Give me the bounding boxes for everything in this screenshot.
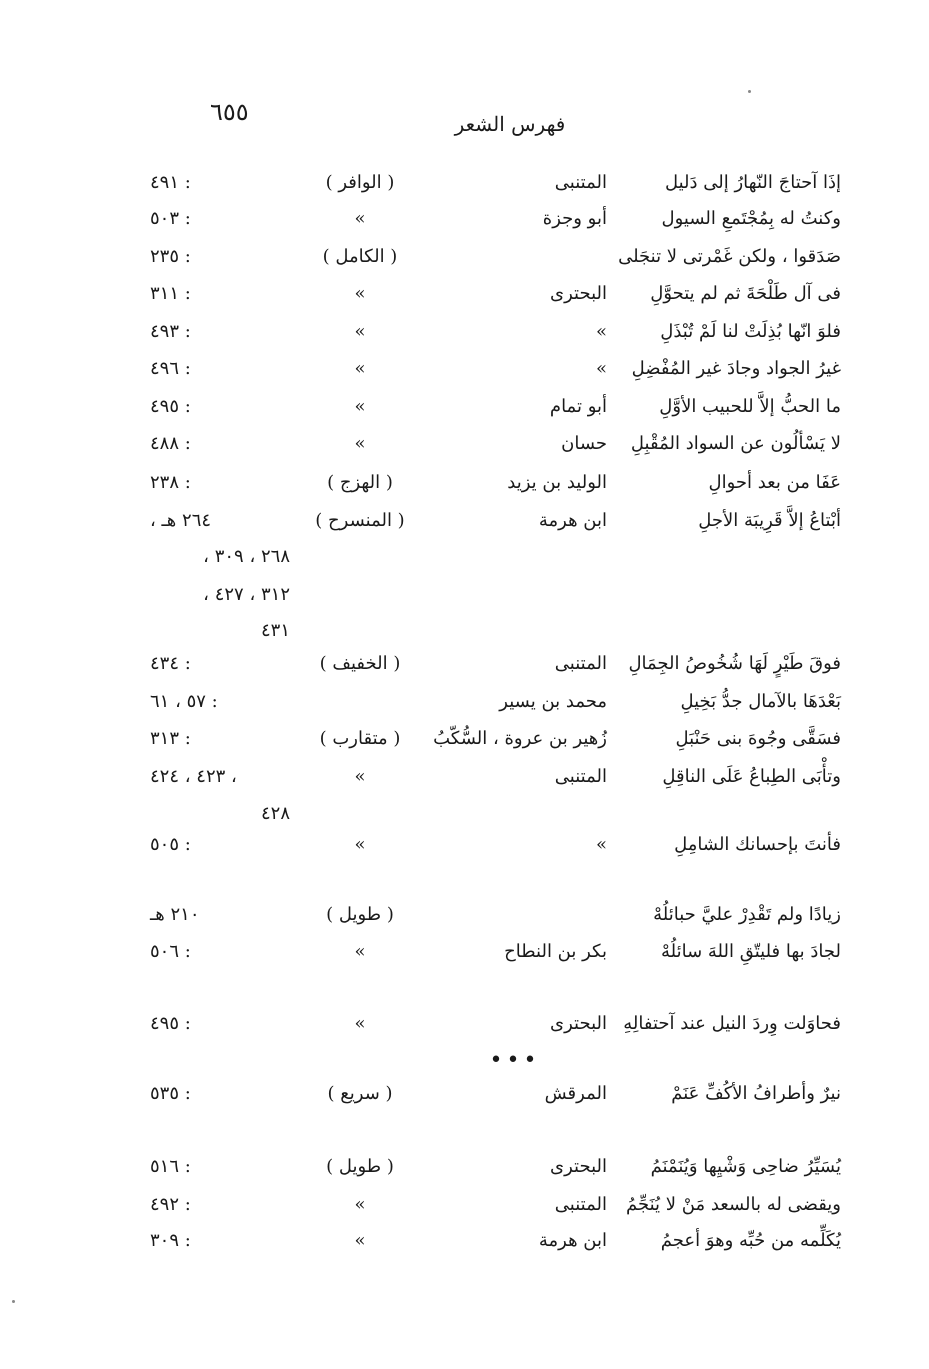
verse-text: وكنتُ له بِمُجْتَمعِ السيول [661,208,841,229]
verse-text: ما الحبُّ إلاَّ للحبيب الأوَّلِ [659,396,841,417]
page-references-continued: ٢٦٨ ، ٣٠٩ ، [203,546,290,567]
poet-name: المتنبى [554,1194,607,1215]
poet-name: » [595,358,607,379]
page-references: ٤٣٤ : [150,653,191,674]
index-entry [0,1150,929,1184]
index-entry [0,685,929,719]
page-references: ٥٠٦ : [150,941,191,962]
page-references: ٤٩١ : [150,172,191,193]
meter-name: » [354,1194,366,1215]
meter-name: » [354,208,366,229]
poet-name: محمد بن يسير [499,691,607,712]
poet-name: المرقش [544,1083,607,1104]
index-entry [0,1077,929,1111]
page-references: ٢٣٥ : [150,246,191,267]
scan-speck [12,1300,15,1303]
page-references: ٥٠٣ : [150,208,191,229]
page-references: ٥٠٥ : [150,834,191,855]
index-entry [0,828,929,862]
verse-text: زيادًا ولم تَقْدِرْ عليَّ حبائلُهْ [653,904,841,925]
poet-name: أبو وجزة [542,208,607,229]
page-references: ٤٨٨ : [150,433,191,454]
index-entry [0,352,929,386]
section-separator: ••• [489,1048,541,1073]
meter-name: ( المنسرح ) [315,510,405,531]
page-references: ٢٦٤ هـ ، [150,510,212,531]
page-references: ٥١٦ : [150,1156,191,1177]
page-number: ٦٥٥ [210,98,249,126]
verse-text: وتأْبَى الطِباعُ عَلَى الناقِلِ [662,766,841,787]
page-references-continued: ٣١٢ ، ٤٢٧ ، [203,584,290,605]
poet-name: الوليد بن يزيد [507,472,607,493]
page-references: ٥٣٥ : [150,1083,191,1104]
index-entry [0,898,929,932]
verse-text: فى آل طَلْحَةَ ثم لم يتحوَّلِ [650,283,841,304]
meter-name: ( الخفيف ) [319,653,401,674]
index-entry [0,1224,929,1258]
page-references: ٤٩٥ : [150,1013,191,1034]
meter-name: ( سريع ) [327,1083,393,1104]
poet-name: بكر بن النطاح [504,941,607,962]
verse-text: يُسَيِّرُ ضاحِى وَشْيِها وَيُنَمْنَمُ [650,1156,841,1177]
index-entry [0,166,929,200]
poet-name: المتنبى [554,766,607,787]
page-references: ٣٠٩ : [150,1230,191,1251]
page-references-continued: ٤٣١ [260,620,290,641]
page-references: ٥٧ ، ٦١ : [150,691,218,712]
index-entry [0,1007,929,1041]
poet-name: البحترى [550,1013,607,1034]
page-references: ٢١٠ هـ [150,904,200,925]
verse-text: إذَا آحتاجَ النّهارُ إلى دَليل [664,172,841,193]
verse-text: نيرٌ وأطرافُ الأكُفِّ عَنَمْ [671,1083,841,1104]
index-entry [0,427,929,461]
index-entry [0,647,929,681]
index-entry [0,277,929,311]
index-entry [0,202,929,236]
meter-name: ( طويل ) [326,904,394,925]
verse-text: لجادَ بها فليتّقِ اللهَ سائلُهْ [661,941,841,962]
poet-name: زُهير بن عروة ، السُّكّبُ [433,728,607,749]
meter-name: » [354,321,366,342]
verse-text: فحاوَلت وِردَ النيل عند آحتفالِهِ [623,1013,841,1034]
meter-name: ( الكامل ) [322,246,398,267]
verse-text: فوقَ طَيْرٍ لَهَا شُخُوصُ الجِمَالِ [628,653,841,674]
poet-name: المتنبى [554,172,607,193]
meter-name: » [354,396,366,417]
meter-name: » [354,433,366,454]
page-references: ٣١٣ : [150,728,191,749]
poet-name: ابن هرمة [538,510,607,531]
verse-text: ويقضى له بالسعد مَنْ لا يُنَجِّمُ [626,1194,841,1215]
page-references: ٣١١ : [150,283,191,304]
poet-name: حسان [561,433,607,454]
meter-name: ( الهزج ) [327,472,393,493]
page-references: ٤٢٣ ، ٤٢٤ ، [150,766,237,787]
meter-name: » [354,766,366,787]
index-entry [0,390,929,424]
index-entry [0,466,929,500]
poet-name: البحترى [550,1156,607,1177]
meter-name: » [354,283,366,304]
index-entry [0,722,929,756]
verse-text: بَعْدَهَا بالآمال جدُّ بَخِيلِ [680,691,841,712]
page-references: ٤٩٥ : [150,396,191,417]
verse-text: فأنتَ بإحسانك الشامِلِ [674,834,841,855]
verse-text: يُكَلِّمه من حُبِّه وهوَ أعجمُ [660,1230,841,1251]
poet-name: المتنبى [554,653,607,674]
meter-name: » [354,358,366,379]
verse-text: فلوَ انّها بُذِلَتْ لنا لَمْ تُبْذَلِ [660,321,841,342]
page-references-continued: ٤٢٨ [260,803,290,824]
meter-name: » [354,941,366,962]
verse-text: أبْتاعُ إلاَّ قَرِيبَة الأجلِ [698,510,841,531]
verse-text: فسَقَّى وجُوهَ بنى حَنْبَلِ [675,728,841,749]
meter-name: » [354,1013,366,1034]
page-references: ٢٣٨ : [150,472,191,493]
meter-name: ( طويل ) [326,1156,394,1177]
poet-name: البحترى [550,283,607,304]
verse-text: غيرُ الجواد وجادَ غير المُفْضِلِ [631,358,841,379]
page-references: ٤٩٦ : [150,358,191,379]
index-entry [0,315,929,349]
scan-speck [748,90,751,93]
index-entry [0,760,929,794]
index-entry [0,504,929,538]
meter-name: » [354,834,366,855]
meter-name: » [354,1230,366,1251]
meter-name: ( متقارب ) [319,728,401,749]
page-references: ٤٩٢ : [150,1194,191,1215]
index-entry [0,1188,929,1222]
verse-text: عَفَا من بعد أحوالِ [708,472,841,493]
poet-name: » [595,834,607,855]
page-title: فهرس الشعر [454,112,566,136]
poet-name: ابن هرمة [538,1230,607,1251]
page-references: ٤٩٣ : [150,321,191,342]
poet-name: » [595,321,607,342]
poet-name: أبو تمام [549,396,607,417]
meter-name: ( الوافر ) [325,172,395,193]
index-entry [0,935,929,969]
verse-text: صَدَقوا ، ولكن غَمْرتى لا تنجَلى [618,246,841,267]
verse-text: لا يَسْألُون عن السواد المُقْبِلِ [630,433,841,454]
index-entry [0,240,929,274]
